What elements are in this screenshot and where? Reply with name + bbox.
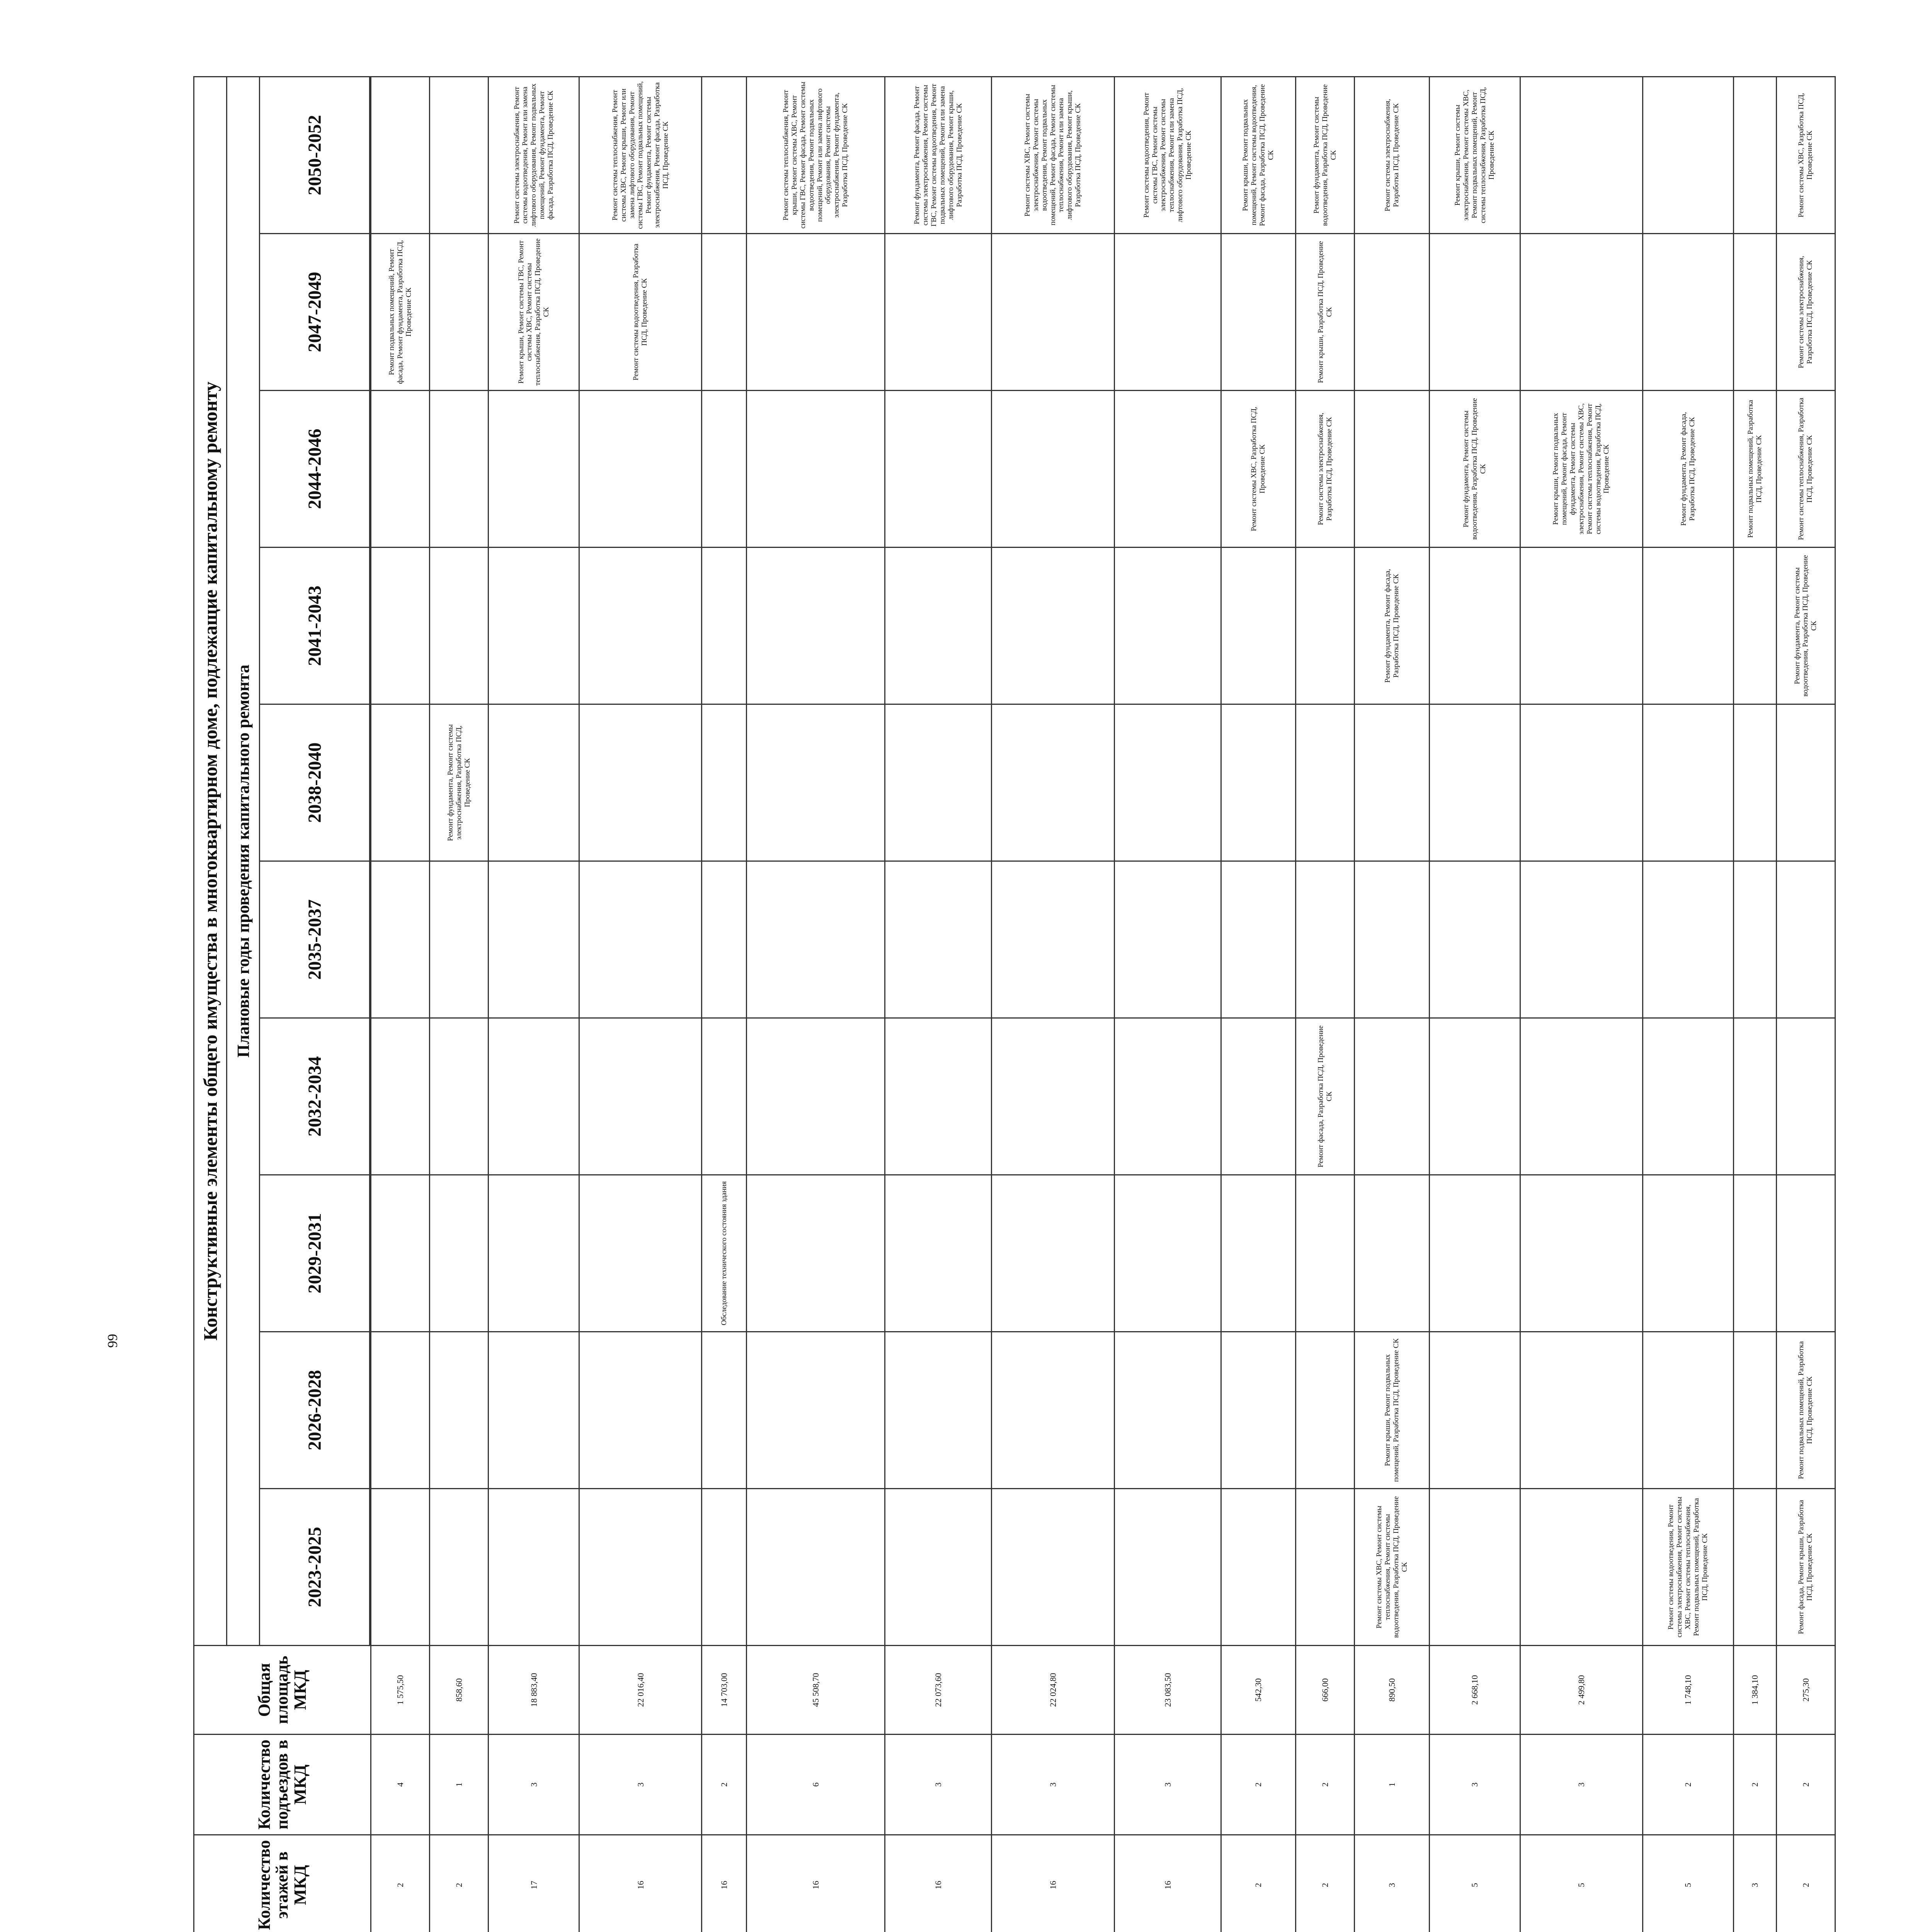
row-works-2026-2028: Ремонт крыши, Ремонт подвальных помещений, Разработка ПСД, Проведение СК [1355,1332,1429,1489]
header-period-2038-2040: 2038-2040 [260,704,370,861]
table-row [1733,77,1776,1932]
row-works-2032-2034 [1221,1018,1295,1175]
row-works-2050-2052 [702,77,746,233]
row-floors: 17 [489,1835,579,1932]
table-row [885,77,992,1932]
row-works-2047-2049 [746,234,885,391]
table-row [1355,77,1429,1932]
row-works-2041-2043 [702,548,746,704]
row-floors: 16 [992,1835,1114,1932]
row-works-2026-2028 [746,1332,885,1489]
row-works-2026-2028 [579,1332,702,1489]
row-works-2023-2025 [1114,1489,1221,1646]
row-works-2029-2031 [1643,1175,1734,1332]
row-works-2044-2046: Ремонт системы теплоснабжения, Разработка ПСД, Проведение СК [1776,391,1835,548]
table-row [430,77,489,1932]
row-works-2044-2046: Ремонт фундамента, Ремонт фасада, Разработка ПСД, Проведение СК [1643,391,1734,548]
row-works-2050-2052 [1733,77,1776,233]
register-sheet [193,81,1836,1932]
row-entrances: 2 [1296,1735,1355,1835]
row-works-2032-2034 [1355,1018,1429,1175]
row-works-2050-2052 [1643,77,1734,233]
row-floors: 2 [1776,1835,1835,1932]
row-area: 1 748,10 [1643,1646,1734,1735]
header-entrances: Количество подъездов в МКД [194,1735,371,1835]
row-works-2047-2049: Ремонт системы водоотведения, Разработка ПСД, Проведение СК [579,234,702,391]
row-works-2041-2043 [430,548,489,704]
row-entrances: 1 [430,1735,489,1835]
header-period-2044-2046: 2044-2046 [260,391,370,548]
row-works-2026-2028 [1643,1332,1734,1489]
table-row [1520,77,1643,1932]
row-works-2023-2025 [1296,1489,1355,1646]
row-works-2050-2052 [371,77,430,233]
row-works-2023-2025 [579,1489,702,1646]
table-row [992,77,1114,1932]
row-works-2026-2028 [992,1332,1114,1489]
row-entrances: 2 [1643,1735,1734,1835]
row-works-2047-2049 [1429,234,1520,391]
row-works-2023-2025 [1520,1489,1643,1646]
row-works-2029-2031 [1221,1175,1295,1332]
row-works-2047-2049 [1733,234,1776,391]
table-row [746,77,885,1932]
row-works-2050-2052: Ремонт фундамента, Ремонт фасада, Ремонт системы электроснабжения, Ремонт системы ГВС, Ремонт системы водоотведения, Ремонт подвальных помещений, Ремонт или замена лифтового оборудования, Ремонт крыши, Разработка ПСД, Проведение СК [885,77,992,233]
row-works-2035-2037 [579,861,702,1018]
row-works-2044-2046 [746,391,885,548]
row-works-2041-2043 [579,548,702,704]
row-works-2035-2037 [1733,861,1776,1018]
row-works-2023-2025 [371,1489,430,1646]
table-row [371,77,430,1932]
row-entrances: 3 [579,1735,702,1835]
row-works-2047-2049 [702,234,746,391]
header-planned-years: Плановые годы проведения капитального ремонта [227,77,260,1645]
row-works-2026-2028 [1296,1332,1355,1489]
row-entrances: 3 [1520,1735,1643,1835]
row-works-2032-2034 [1520,1018,1643,1175]
row-works-2032-2034: Ремонт фасада, Разработка ПСД, Проведение СК [1296,1018,1355,1175]
row-area: 542,30 [1221,1646,1295,1735]
row-works-2044-2046: Ремонт подвальных помещений, Разработка ПСД, Проведение СК [1733,391,1776,548]
row-works-2035-2037 [1429,861,1520,1018]
row-works-2044-2046 [1355,391,1429,548]
row-works-2032-2034 [702,1018,746,1175]
row-works-2035-2037 [885,861,992,1018]
row-area: 14 703,00 [702,1646,746,1735]
row-area: 22 024,80 [992,1646,1114,1735]
table-row [1429,77,1520,1932]
table-row [1221,77,1295,1932]
row-works-2035-2037 [1114,861,1221,1018]
row-works-2047-2049 [430,234,489,391]
row-floors: 2 [371,1835,430,1932]
row-works-2038-2040 [702,704,746,861]
row-works-2041-2043 [1643,548,1734,704]
row-works-2050-2052: Ремонт крыши, Ремонт системы электроснабжения, Ремонт системы ХВС, Ремонт подвальных помещений, Ремонт системы теплоснабжения, Разработка ПСД, Проведение СК [1429,77,1520,233]
row-works-2047-2049 [885,234,992,391]
row-works-2044-2046 [885,391,992,548]
row-floors: 5 [1643,1835,1734,1932]
row-area: 1 384,10 [1733,1646,1776,1735]
row-works-2032-2034 [489,1018,579,1175]
row-works-2026-2028 [430,1332,489,1489]
row-works-2032-2034 [1114,1018,1221,1175]
row-works-2035-2037 [746,861,885,1018]
header-period-2050-2052: 2050-2052 [260,77,370,233]
row-works-2026-2028 [489,1332,579,1489]
row-works-2044-2046: Ремонт фундамента, Ремонт системы водоотведения, Разработка ПСД, Проведение СК [1429,391,1520,548]
row-works-2029-2031 [885,1175,992,1332]
row-floors: 2 [1296,1835,1355,1932]
row-works-2038-2040 [579,704,702,861]
row-area: 22 073,60 [885,1646,992,1735]
row-floors: 3 [1733,1835,1776,1932]
table-row [579,77,702,1932]
header-period-2026-2028: 2026-2028 [260,1332,370,1489]
row-works-2050-2052: Ремонт системы электроснабжения, Разработка ПСД, Проведение СК [1355,77,1429,233]
row-works-2038-2040 [1221,704,1295,861]
row-works-2038-2040 [1643,704,1734,861]
row-works-2035-2037 [1520,861,1643,1018]
row-entrances: 3 [1114,1735,1221,1835]
row-area: 45 508,70 [746,1646,885,1735]
row-works-2029-2031 [1520,1175,1643,1332]
row-entrances: 6 [746,1735,885,1835]
row-works-2041-2043: Ремонт фундамента, Ремонт системы водоотведения, Разработка ПСД, Проведение СК [1776,548,1835,704]
page-number: 99 [105,1334,120,1348]
row-works-2023-2025: Ремонт фасада, Ремонт крыши, Разработка ПСД, Проведение СК [1776,1489,1835,1646]
row-entrances: 3 [885,1735,992,1835]
row-works-2044-2046 [992,391,1114,548]
row-entrances: 2 [1776,1735,1835,1835]
row-works-2041-2043 [1114,548,1221,704]
row-works-2035-2037 [430,861,489,1018]
row-works-2050-2052: Ремонт системы ХВС, Разработка ПСД, Проведение СК [1776,77,1835,233]
table-row [1296,77,1355,1932]
row-floors: 16 [702,1835,746,1932]
row-works-2044-2046 [371,391,430,548]
row-works-2026-2028 [1429,1332,1520,1489]
row-works-2044-2046 [489,391,579,548]
row-works-2026-2028: Ремонт подвальных помещений, Разработка ПСД, Проведение СК [1776,1332,1835,1489]
row-works-2023-2025 [489,1489,579,1646]
row-works-2035-2037 [1221,861,1295,1018]
row-works-2044-2046: Ремонт системы электроснабжения, Разработка ПСД, Проведение СК [1296,391,1355,548]
row-works-2041-2043 [371,548,430,704]
row-works-2023-2025 [1221,1489,1295,1646]
header-elements-group: Конструктивные элементы общего имущества в многоквартирном доме, подлежащие капитальному ремонту [194,77,227,1645]
row-works-2035-2037 [489,861,579,1018]
row-works-2023-2025 [992,1489,1114,1646]
row-entrances: 1 [1355,1735,1429,1835]
row-works-2047-2049: Ремонт крыши, Разработка ПСД, Проведение СК [1296,234,1355,391]
row-works-2029-2031 [1733,1175,1776,1332]
row-area: 666,00 [1296,1646,1355,1735]
row-works-2038-2040 [1520,704,1643,861]
row-works-2038-2040 [489,704,579,861]
row-works-2023-2025 [746,1489,885,1646]
row-works-2032-2034 [371,1018,430,1175]
header-period-2032-2034: 2032-2034 [260,1018,370,1175]
row-works-2041-2043 [1221,548,1295,704]
row-works-2050-2052: Ремонт системы ХВС, Ремонт системы электроснабжения, Ремонт системы водоотведения, Ремонт подвальных помещений, Ремонт фасада, Ремонт системы теплоснабжения, Ремонт или замена лифтового оборудования, Ремонт крыши, Разработка ПСД, Проведение СК [992,77,1114,233]
row-works-2035-2037 [1776,861,1835,1018]
row-works-2032-2034 [579,1018,702,1175]
row-works-2023-2025: Ремонт системы водоотведения, Ремонт системы электроснабжения, Ремонт системы ХВС, Ремонт системы теплоснабжения, Ремонт подвальных помещений, Разработка ПСД, Проведение СК [1643,1489,1734,1646]
row-works-2029-2031 [1776,1175,1835,1332]
header-area: Общая площадь МКД [194,1646,371,1735]
row-works-2038-2040 [746,704,885,861]
row-works-2035-2037 [1643,861,1734,1018]
row-works-2029-2031 [746,1175,885,1332]
row-works-2047-2049 [1355,234,1429,391]
row-floors: 5 [1520,1835,1643,1932]
row-area: 23 083,50 [1114,1646,1221,1735]
row-works-2050-2052: Ремонт системы теплоснабжения, Ремонт системы ХВС, Ремонт крыши, Ремонт или замена лифтового оборудования, Ремонт системы ГВС, Ремонт подвальных помещений, Ремонт фундамента, Ремонт системы электроснабжения, Ремонт фасада, Разработка ПСД, Проведение СК [579,77,702,233]
row-works-2044-2046: Ремонт крыши, Ремонт подвальных помещений, Ремонт фасада, Ремонт фундамента, Ремонт системы электроснабжения, Ремонт системы ХВС, Ремонт системы теплоснабжения, Ремонт системы водоотведения, Разработка ПСД, Проведение СК [1520,391,1643,548]
row-area: 18 883,40 [489,1646,579,1735]
row-works-2035-2037 [1296,861,1355,1018]
row-works-2032-2034 [992,1018,1114,1175]
row-works-2029-2031 [579,1175,702,1332]
table-row [702,77,746,1932]
row-works-2029-2031 [1114,1175,1221,1332]
row-works-2047-2049: Ремонт подвальных помещений, Ремонт фасада, Ремонт фундамента, Разработка ПСД, Проведение СК [371,234,430,391]
row-works-2038-2040 [1296,704,1355,861]
row-works-2041-2043 [489,548,579,704]
row-floors: 3 [1355,1835,1429,1932]
header-period-2035-2037: 2035-2037 [260,861,370,1018]
row-works-2038-2040 [1114,704,1221,861]
table-row [1114,77,1221,1932]
row-works-2041-2043 [1429,548,1520,704]
row-entrances: 4 [371,1735,430,1835]
row-area: 275,30 [1776,1646,1835,1735]
row-works-2029-2031 [1355,1175,1429,1332]
row-works-2044-2046 [1114,391,1221,548]
row-works-2044-2046 [579,391,702,548]
row-works-2041-2043 [992,548,1114,704]
row-floors: 16 [1114,1835,1221,1932]
row-works-2050-2052: Ремонт системы электроснабжения, Ремонт системы водоотведения, Ремонт или замена лифтового оборудования, Ремонт подвальных помещений, Ремонт фундамента, Ремонт фасада, Разработка ПСД, Проведение СК [489,77,579,233]
row-works-2026-2028 [1114,1332,1221,1489]
row-works-2032-2034 [430,1018,489,1175]
row-area: 890,50 [1355,1646,1429,1735]
row-works-2047-2049 [1520,234,1643,391]
row-works-2029-2031 [1296,1175,1355,1332]
header-period-2029-2031: 2029-2031 [260,1175,370,1332]
row-works-2029-2031 [1429,1175,1520,1332]
row-works-2041-2043 [1296,548,1355,704]
row-works-2041-2043 [1733,548,1776,704]
row-works-2047-2049 [992,234,1114,391]
row-works-2032-2034 [1776,1018,1835,1175]
row-works-2050-2052: Ремонт фундамента, Ремонт системы водоотведения, Разработка ПСД, Проведение СК [1296,77,1355,233]
row-works-2032-2034 [1429,1018,1520,1175]
row-works-2047-2049 [1221,234,1295,391]
row-works-2035-2037 [371,861,430,1018]
header-period-2041-2043: 2041-2043 [260,548,370,704]
header-period-2047-2049: 2047-2049 [260,234,370,391]
row-works-2041-2043 [885,548,992,704]
row-entrances: 3 [1429,1735,1520,1835]
row-works-2026-2028 [1520,1332,1643,1489]
header-floors: Количество этажей в МКД [194,1835,371,1932]
row-floors: 2 [1221,1835,1295,1932]
row-works-2032-2034 [746,1018,885,1175]
row-works-2029-2031 [371,1175,430,1332]
row-area: 1 575,50 [371,1646,430,1735]
row-works-2038-2040 [1429,704,1520,861]
row-works-2044-2046: Ремонт системы ХВС, Разработка ПСД, Проведение СК [1221,391,1295,548]
row-area: 2 668,10 [1429,1646,1520,1735]
row-works-2047-2049: Ремонт системы электроснабжения, Разработка ПСД, Проведение СК [1776,234,1835,391]
row-works-2032-2034 [1643,1018,1734,1175]
row-entrances: 3 [992,1735,1114,1835]
table-row [489,77,579,1932]
capital-repair-table [193,76,1836,1932]
row-works-2047-2049 [1643,234,1734,391]
row-works-2047-2049: Ремонт крыши, Ремонт системы ГВС, Ремонт системы ХВС, Ремонт системы теплоснабжения, Разработка ПСД, Проведение СК [489,234,579,391]
row-works-2035-2037 [702,861,746,1018]
row-works-2041-2043: Ремонт фундамента, Ремонт фасада, Разработка ПСД, Проведение СК [1355,548,1429,704]
row-works-2041-2043 [746,548,885,704]
row-entrances: 2 [1733,1735,1776,1835]
row-works-2026-2028 [885,1332,992,1489]
row-area: 858,60 [430,1646,489,1735]
row-works-2035-2037 [992,861,1114,1018]
row-floors: 16 [885,1835,992,1932]
row-works-2026-2028 [1221,1332,1295,1489]
row-works-2041-2043 [1520,548,1643,704]
row-floors: 16 [746,1835,885,1932]
row-works-2038-2040 [371,704,430,861]
row-works-2029-2031: Обследование технического состояния здания [702,1175,746,1332]
row-works-2038-2040 [1733,704,1776,861]
row-works-2023-2025 [430,1489,489,1646]
row-works-2029-2031 [430,1175,489,1332]
table-row [1776,77,1835,1932]
row-works-2047-2049 [1114,234,1221,391]
row-works-2023-2025 [1733,1489,1776,1646]
row-works-2050-2052: Ремонт системы водоотведения, Ремонт системы ГВС, Ремонт системы электроснабжения, Ремонт системы теплоснабжения, Ремонт или замена лифтового оборудования, Разработка ПСД, Проведение СК [1114,77,1221,233]
row-entrances: 3 [489,1735,579,1835]
row-works-2026-2028 [1733,1332,1776,1489]
row-works-2035-2037 [1355,861,1429,1018]
row-works-2038-2040 [1355,704,1429,861]
row-works-2038-2040 [885,704,992,861]
row-works-2026-2028 [702,1332,746,1489]
row-works-2038-2040 [1776,704,1835,861]
row-works-2050-2052 [430,77,489,233]
row-works-2044-2046 [702,391,746,548]
row-entrances: 2 [1221,1735,1295,1835]
row-entrances: 2 [702,1735,746,1835]
row-area: 2 499,80 [1520,1646,1643,1735]
row-works-2029-2031 [489,1175,579,1332]
row-floors: 16 [579,1835,702,1932]
row-works-2050-2052 [1520,77,1643,233]
row-works-2044-2046 [430,391,489,548]
row-works-2023-2025 [885,1489,992,1646]
row-works-2050-2052: Ремонт системы теплоснабжения, Ремонт крыши, Ремонт системы ХВС, Ремонт системы ГВС, Ремонт фасада, Ремонт системы водоотведения, Ремонт подвальных помещений, Ремонт или замена лифтового оборудования, Ремонт системы электроснабжения, Ремонт фундамента, Разработка ПСД, Проведение СК [746,77,885,233]
row-floors: 2 [430,1835,489,1932]
row-works-2038-2040: Ремонт фундамента, Ремонт системы электроснабжения, Разработка ПСД, Проведение СК [430,704,489,861]
row-works-2032-2034 [1733,1018,1776,1175]
row-area: 22 016,40 [579,1646,702,1735]
row-works-2038-2040 [992,704,1114,861]
row-works-2023-2025 [1429,1489,1520,1646]
header-period-2023-2025: 2023-2025 [260,1489,370,1646]
row-works-2023-2025 [702,1489,746,1646]
row-works-2032-2034 [885,1018,992,1175]
row-floors: 5 [1429,1835,1520,1932]
row-works-2029-2031 [992,1175,1114,1332]
table-row [1643,77,1734,1932]
row-works-2023-2025: Ремонт системы ХВС, Ремонт системы теплоснабжения, Ремонт системы водоотведения, Разработка ПСД, Проведение СК [1355,1489,1429,1646]
row-works-2026-2028 [371,1332,430,1489]
row-works-2050-2052: Ремонт крыши, Ремонт подвальных помещений, Ремонт системы водоотведения, Ремонт фасада, Разработка ПСД, Проведение СК [1221,77,1295,233]
